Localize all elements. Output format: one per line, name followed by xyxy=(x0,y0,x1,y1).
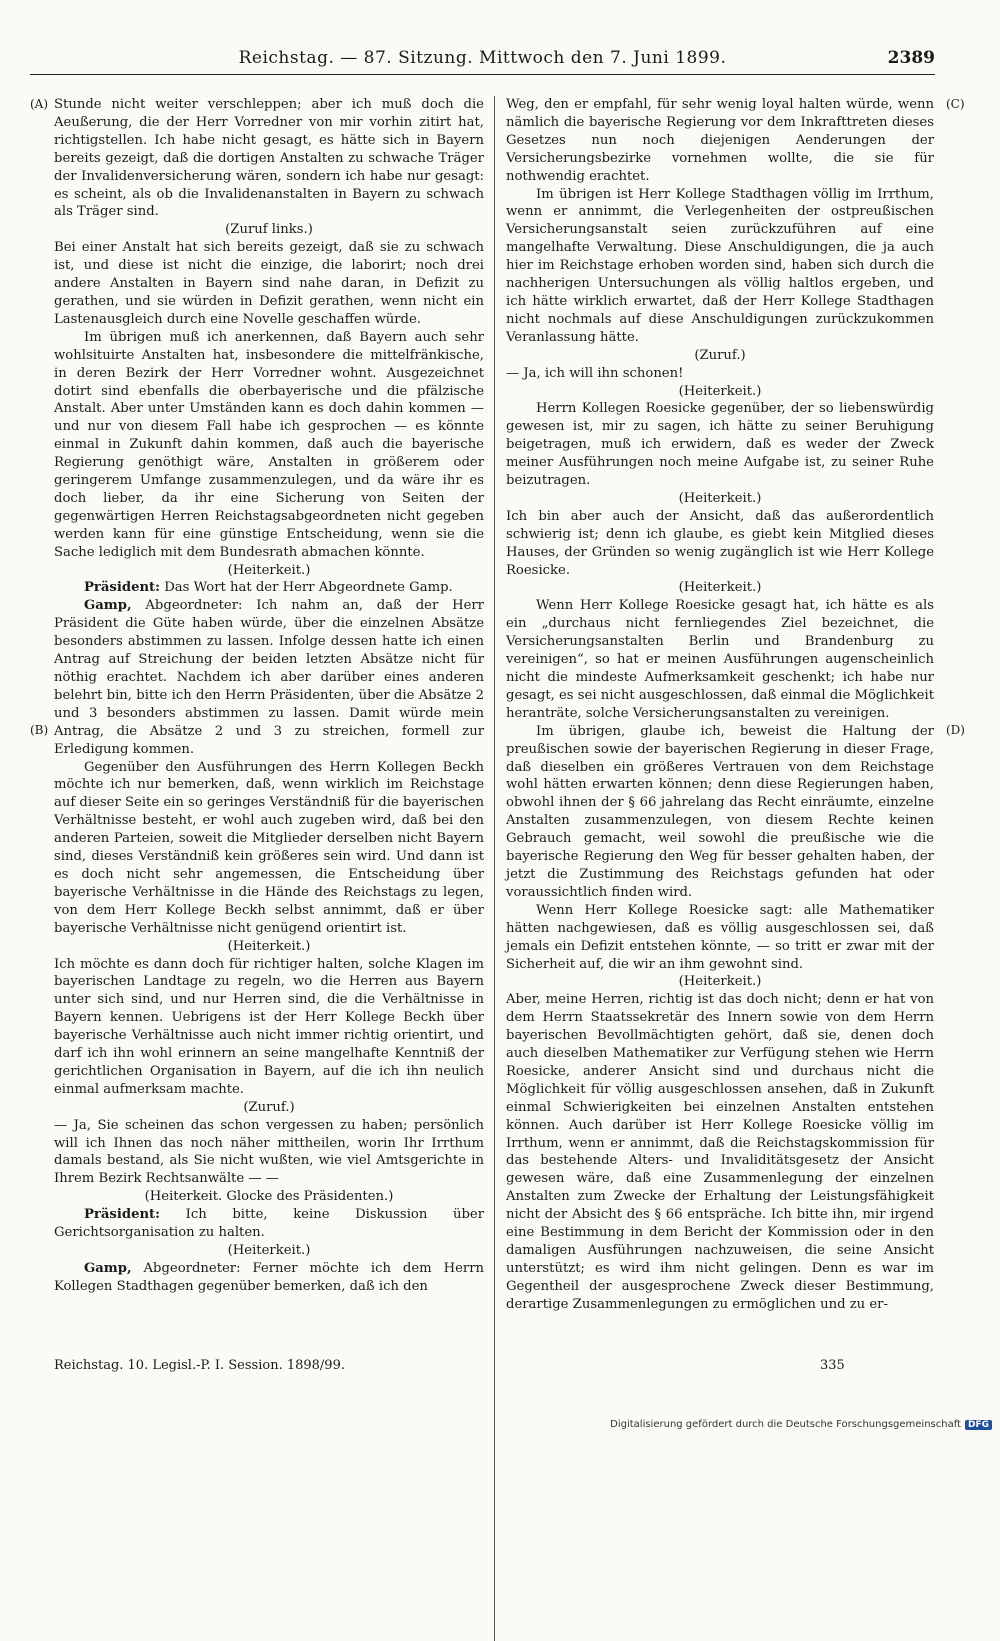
paragraph xyxy=(54,221,484,239)
paragraph xyxy=(506,400,934,490)
left-column xyxy=(54,96,484,1296)
paragraph-text: Abgeordneter: Ich nahm an, daß der Herr Präsident die Güte haben würde, über die einzelnen Absätze besonders abstimmen zu lassen. Infolge dessen hatte ich einen Antrag auf Streichung der beiden letzten Absätze nicht für nöthig erachtet. Nachdem ich aber darüber eines anderen belehrt bin, bitte ich den Herrn Präsidenten, über die Absätze 2 und 3 besonders abstimmen zu lassen. Damit würde mein Antrag, die Absätze 2 und 3 zu streichen, formell zur Erledigung kommen. xyxy=(54,598,484,757)
paragraph-text: (Heiterkeit.) xyxy=(678,974,762,990)
paragraph-text: (Zuruf links.) xyxy=(225,222,313,238)
paragraph xyxy=(506,383,934,401)
paragraph xyxy=(54,579,484,597)
margin-marker-a: (A) xyxy=(30,97,49,111)
paragraph-text: Weg, den er empfahl, für sehr wenig loyal halten würde, wenn nämlich die bayerische Regierung vor dem Inkrafttreten dieses Gesetzes nun noch diejenigen Aenderungen der Versicherungsbezirke vornehmen wollte, die sie für nothwendig erachtet. xyxy=(506,97,934,184)
dfg-logo-icon: DFG xyxy=(965,1420,992,1430)
paragraph xyxy=(506,96,934,186)
paragraph-text: Im übrigen ist Herr Kollege Stadthagen völlig im Irrthum, wenn er annimmt, die Verlegenheiten der ostpreußischen Versicherungsanstalt seien zurückzuführen auf eine mangelhafte Verwaltung. Diese Anschuldigungen, die ja auch hier im Reichstage erhoben worden sind, haben sich durch die nachherigen Untersuchungen als völlig haltlos ergeben, und ich hätte wirklich erwartet, daß der Herr Kollege Stadthagen nicht nochmals auf diese Anschuldigungen zurückzukommen Veranlassung hätte. xyxy=(506,186,934,345)
paragraph xyxy=(54,759,484,938)
paragraph xyxy=(506,723,934,902)
paragraph-text: Im übrigen, glaube ich, beweist die Haltung der preußischen sowie der bayerischen Regierung in dieser Frage, daß dieselben ein größeres Vertrauen von dem Reichstage wohl hätten erwarten können; denn diese Regierungen haben, obwohl ihnen der § 66 jahrelang das Recht einräumte, einzelne Anstalten zusammenzulegen, von diesem Rechte keinen Gebrauch gemacht, weil sowohl die preußische wie die bayerische Regierung den Weg für besser gehalten haben, der jetzt die Zustimmung des Reichstags gefunden hat oder voraussichtlich finden wird. xyxy=(506,723,934,900)
credit-text: Digitalisierung gefördert durch die Deutsche Forschungsgemeinschaft xyxy=(610,1419,961,1430)
margin-marker-b: (B) xyxy=(30,723,49,737)
paragraph-text: (Heiterkeit.) xyxy=(227,938,311,954)
paragraph xyxy=(54,1099,484,1117)
paragraph-text: Das Wort hat der Herr Abgeordnete Gamp. xyxy=(160,580,453,596)
paragraph-text: (Heiterkeit.) xyxy=(678,383,762,399)
paragraph xyxy=(506,508,934,580)
paragraph xyxy=(54,562,484,580)
margin-marker-d: (D) xyxy=(946,723,965,737)
speaker-name: Gamp, xyxy=(84,598,132,614)
footer-session: Reichstag. 10. Legisl.-P. I. Session. 1898/99. xyxy=(54,1358,345,1373)
paragraph-text: Im übrigen muß ich anerkennen, daß Bayern auch sehr wohlsituirte Anstalten hat, insbesondere die mittelfränkische, in deren Bezirk der Herr Vorredner wohnt. Ausgezeichnet dotirt sind ebenfalls die oberbayerische und die pfälzische Anstalt. Aber unter Umständen kann es doch dahin kommen — und nur von diesem Fall habe ich gesprochen — es könnte einmal in Zukunft dahin kommen, daß auch die bayerische Regierung genöthigt wäre, Anstalten in größerem oder geringerem Umfange zusammenzulegen, und da wäre ihr es doch lieber, da ihr eine Sicherung von Seiten der gegenwärtigen Herren Reichstagsabgeordneten nicht gegeben werden kann für eine günstige Entscheidung, wenn sie die Sache lediglich mit dem Bundesrath abmachen könnte. xyxy=(54,329,484,560)
paragraph xyxy=(54,1206,484,1242)
paragraph xyxy=(54,1117,484,1189)
paragraph-text: — Ja, ich will ihn schonen! xyxy=(506,365,684,381)
speaker-name: Präsident: xyxy=(84,1207,161,1223)
paragraph-text: (Zuruf.) xyxy=(694,347,746,363)
paragraph-text: (Heiterkeit.) xyxy=(227,1243,311,1258)
paragraph-text: Ich bitte, keine Diskussion über Gerichtsorganisation zu halten. xyxy=(54,1207,484,1241)
paragraph xyxy=(506,186,934,347)
paragraph xyxy=(54,239,484,329)
paragraph-text: Aber, meine Herren, richtig ist das doch nicht; denn er hat von dem Herrn Staatssekretär des Innern sowie von dem Herrn bayerischen Bevollmächtigten gehört, daß sie, denen doch auch dieselben Mathematiker zur Verfügung stehen wie Herrn Roesicke, anderer Ansicht sind und durchaus nicht die Möglichkeit für völlig ausgeschlossen ansehen, daß in Zukunft einmal Schwierigkeiten bei einzelnen Anstalten entstehen können. Auch darüber ist Herr Kollege Roesicke völlig im Irrthum, wenn er annimmt, daß die Reichstagskommission für das bestehende Alters- und Invaliditätsgesetz der Ansicht gewesen wäre, daß eine Zusammenlegung der einzelnen Anstalten zum Zwecke der Erhaltung der Leistungsfähigkeit nicht der Absicht des § 66 entspräche. Ich bitte ihn, mir irgend eine Bestimmung in dem Bericht der Kommission oder in den damaligen Ausführungen nachzuweisen, die seine Ansicht unterstützt; es wird ihm nicht gelingen. Denn es war im Gegentheil der ausgesprochene Zweck dieser Bestimmung, derartige Zusammenlegungen zu ermöglichen und zu er- xyxy=(506,992,934,1312)
paragraph xyxy=(506,347,934,365)
paragraph xyxy=(506,902,934,974)
paragraph xyxy=(506,973,934,991)
paragraph xyxy=(506,597,934,722)
page-number: 2389 xyxy=(887,48,935,68)
digitization-credit xyxy=(610,1419,992,1430)
paragraph xyxy=(54,1242,484,1260)
right-column xyxy=(506,96,934,1314)
paragraph xyxy=(54,956,484,1099)
paragraph-text: Wenn Herr Kollege Roesicke gesagt hat, ich hätte es als ein „durchaus nicht fernliegendes Ziel bezeichnet, die Versicherungsanstalten Berlin und Brandenburg zu vereinigen“, so hat er meinen Ausführungen augenscheinlich nicht die mindeste Aufmerksamkeit geschenkt; ich habe nur gesagt, es sei nicht ausgeschlossen, daß einmal die Möglichkeit heranträte, solche Versicherungsanstalten zu vereinigen. xyxy=(506,598,934,721)
paragraph xyxy=(506,490,934,508)
paragraph xyxy=(54,938,484,956)
paragraph xyxy=(54,1188,484,1206)
paragraph-text: (Heiterkeit.) xyxy=(227,562,311,578)
paragraph-text: Herrn Kollegen Roesicke gegenüber, der so liebenswürdig gewesen ist, mir zu sagen, ich hätte zu seiner Beruhigung beigetragen, muß ich erwidern, daß es weder der Zweck meiner Ausführungen noch meine Aufgabe ist, zu seiner Ruhe beizutragen. xyxy=(506,401,934,489)
paragraph-text: (Heiterkeit.) xyxy=(678,580,762,596)
paragraph-text: — Ja, Sie scheinen das schon vergessen zu haben; persönlich will ich Ihnen das noch näher mittheilen, worin Ihr Irrthum damals bestand, als Sie nicht wußten, wie viel Amtsgerichte in Ihrem Bezirk Rechtsanwälte — — xyxy=(54,1117,484,1187)
speaker-name: Präsident: xyxy=(84,580,161,596)
paragraph-text: Ich bin aber auch der Ansicht, daß das außerordentlich schwierig ist; denn ich glaube, es giebt kein Mitglied dieses Hauses, der Gründen so wenig zugänglich ist wie Herr Kollege Roesicke. xyxy=(506,508,934,578)
page-header xyxy=(30,44,935,75)
paragraph xyxy=(54,329,484,562)
paragraph xyxy=(54,597,484,758)
paragraph-text: Stunde nicht weiter verschleppen; aber ich muß doch die Aeußerung, die der Herr Vorredner von mir vorhin zitirt hat, richtigstellen. Ich habe nicht gesagt, es hätte sich in Bayern bereits gezeigt, daß die dortigen Anstalten zu schwache Träger der Invalidenversicherung wären, sondern ich habe nur gesagt: es scheint, als ob die Invalidenanstalten in Bayern zu schwach als Träger sind. xyxy=(54,97,484,220)
margin-marker-c: (C) xyxy=(946,97,965,111)
paragraph-text: (Heiterkeit.) xyxy=(678,490,762,506)
paragraph-text: Abgeordneter: Ferner möchte ich dem Herrn Kollegen Stadthagen gegenüber bemerken, daß ich den xyxy=(54,1260,484,1294)
paragraph-text: (Heiterkeit. Glocke des Präsidenten.) xyxy=(144,1189,394,1205)
paragraph xyxy=(506,991,934,1313)
paragraph-text: (Zuruf.) xyxy=(243,1099,295,1115)
paragraph xyxy=(54,1260,484,1296)
page-title: Reichstag. — 87. Sitzung. Mittwoch den 7. Juni 1899. xyxy=(238,48,727,68)
paragraph xyxy=(506,579,934,597)
column-divider xyxy=(494,96,495,1641)
paragraph-text: Ich möchte es dann doch für richtiger halten, solche Klagen im bayerischen Landtage zu regeln, wo die Herren aus Bayern unter sich sind, und nur Herren sind, die die Verhältnisse in Bayern kennen. Uebrigens ist der Herr Kollege Beckh über bayerische Verhältnisse auch nicht immer richtig orientirt, und darf ich ihn wohl erinnern an seine mangelhafte Kenntniß der gerichtlichen Organisation in Bayern, auf die ich ihn neulich einmal aufmerksam machte. xyxy=(54,956,484,1097)
paragraph-text: Wenn Herr Kollege Roesicke sagt: alle Mathematiker hätten nachgewiesen, daß es völlig ausgeschlossen sei, daß jemals ein Defizit entstehen könnte, — so tritt er zwar mit der Sicherheit auf, die wir an ihm gewohnt sind. xyxy=(506,902,934,972)
paragraph-text: Gegenüber den Ausführungen des Herrn Kollegen Beckh möchte ich nur bemerken, daß, wenn wirklich im Reichstage auf dieser Seite ein so geringes Verständniß für die bayerischen Verhältnisse besteht, er wohl auch zugeben wird, daß bei den anderen Parteien, soweit die Mitglieder derselben nicht Bayern sind, dieses Verständniß kein größeres sein wird. Und dann ist es doch nicht sehr angemessen, die Entscheidung über bayerische Verhältnisse in die Hände des Reichstags zu legen, von dem Herr Kollege Beckh selbst annimmt, daß er über bayerische Verhältnisse nicht genügend orientirt ist. xyxy=(54,759,484,936)
footer-sheet-number: 335 xyxy=(820,1358,845,1373)
paragraph xyxy=(54,96,484,221)
speaker-name: Gamp, xyxy=(84,1260,132,1276)
paragraph-text: Bei einer Anstalt hat sich bereits gezeigt, daß sie zu schwach ist, und diese ist nicht die einzige, die laborirt; noch drei andere Anstalten in Bayern sind nahe daran, in Defizit zu gerathen, und sie würden in Defizit gerathen, wenn nicht ein Lastenausgleich durch eine Novelle geschaffen würde. xyxy=(54,240,484,327)
paragraph xyxy=(506,365,934,383)
